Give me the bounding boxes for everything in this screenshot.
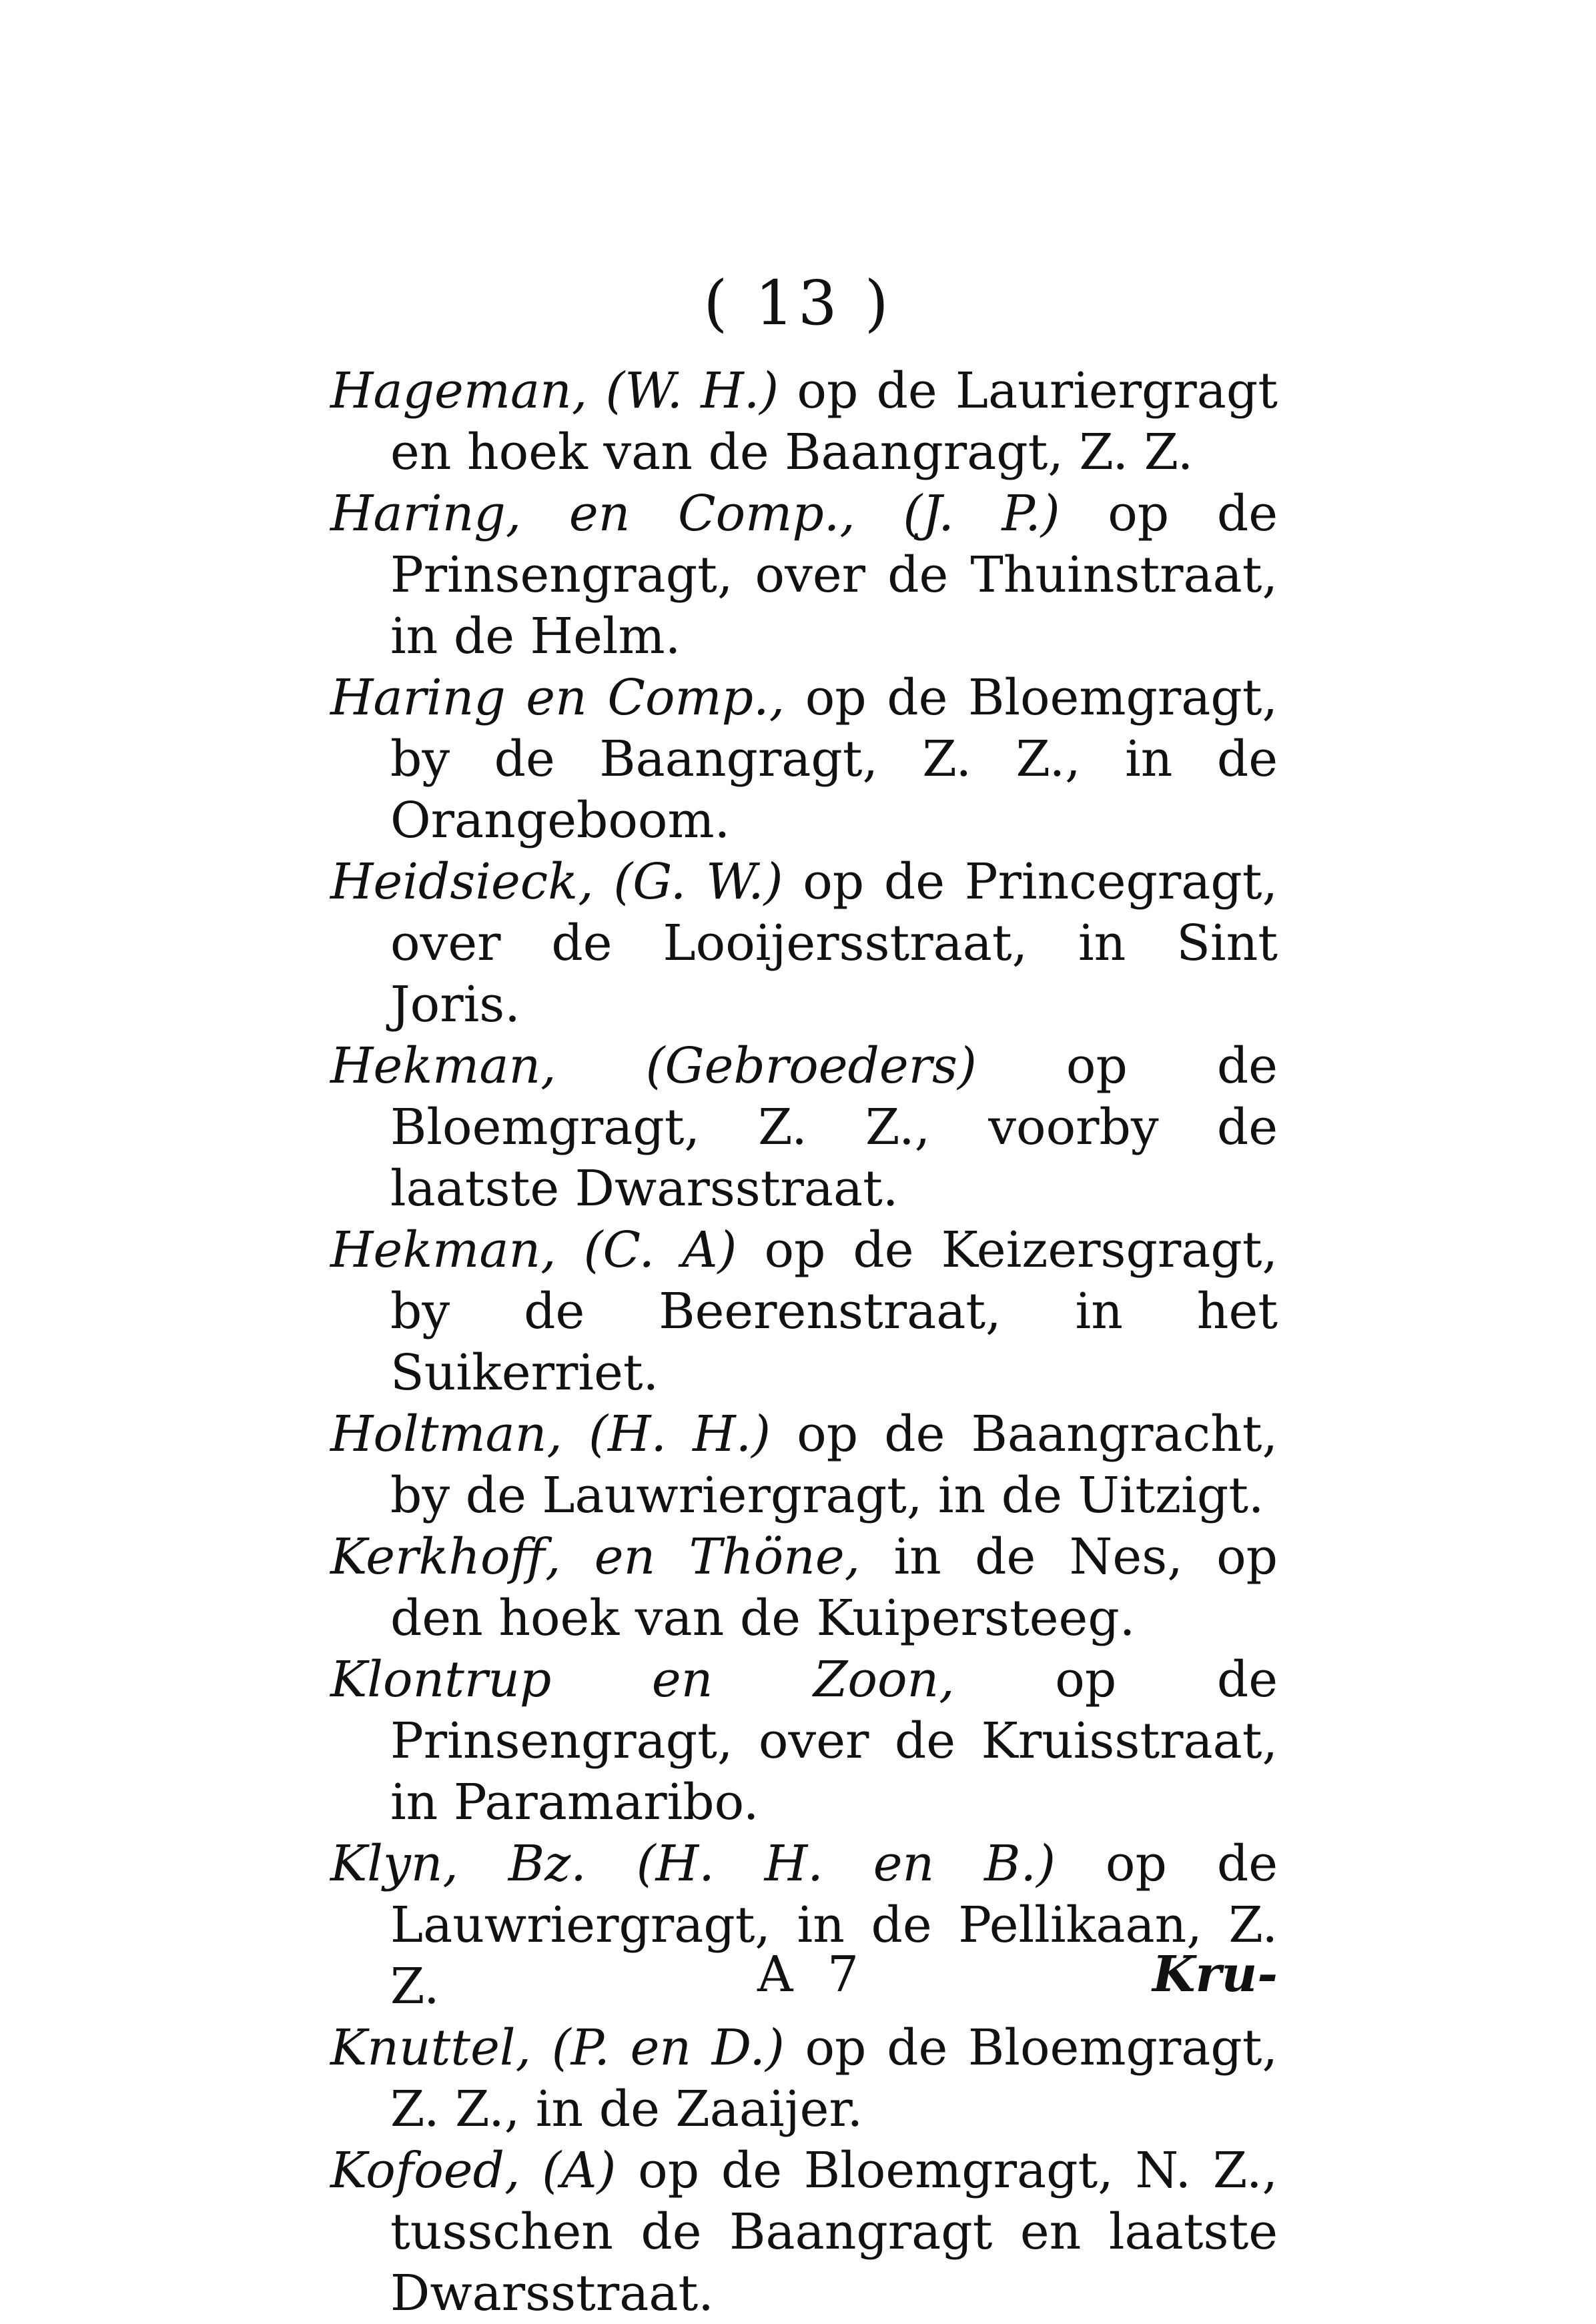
entry-address: op de Baangracht, by de Lauwriergragt, in de Uitzigt. (390, 1405, 1278, 1524)
directory-entry (330, 2140, 1278, 2324)
directory-entries (330, 360, 1278, 2324)
entry-name: Klontrup en Zoon, (330, 1651, 955, 1708)
entry-address: op de Lauwriergragt, in de Pellikaan, Z. Z. (390, 1835, 1278, 2015)
directory-entry (330, 1403, 1278, 1526)
page-number: ( 13 ) (703, 267, 893, 339)
entry-address: op de Prinsengragt, over de Kruisstraat, in Paramaribo. (390, 1651, 1278, 1831)
entry-name: Haring, en Comp., (J. P.) (330, 485, 1060, 542)
directory-entry (330, 851, 1278, 1035)
directory-entry (330, 1649, 1278, 1833)
entry-address: op de Bloemgragt, by de Baangragt, Z. Z., in de Orangeboom. (390, 669, 1278, 849)
signature-mark: A 7 (757, 1946, 869, 2003)
page-footer (330, 1938, 1278, 2011)
directory-entry (330, 1219, 1278, 1403)
entry-address: op de Prinsengragt, over de Thuinstraat, in de Helm. (390, 485, 1278, 665)
entry-address: op de Bloemgragt, Z. Z., in de Zaaijer. (390, 2019, 1278, 2138)
entry-name: Holtman, (H. H.) (330, 1405, 771, 1463)
entry-name: Knuttel, (P. en D.) (330, 2019, 785, 2077)
entry-name: Klyn, Bz. (H. H. en B.) (330, 1835, 1056, 1892)
directory-entry (330, 667, 1278, 851)
directory-entry (330, 1035, 1278, 1219)
entry-name: Heidsieck, (G. W.) (330, 853, 783, 911)
entry-address: op de Princegragt, over de Looijersstraat, in Sint Joris. (390, 853, 1278, 1033)
directory-entry (330, 1526, 1278, 1649)
entry-name: Hekman, (C. A) (330, 1221, 737, 1279)
directory-entry (330, 483, 1278, 667)
entry-address: in de Nes, op den hoek van de Kuipersteeg. (390, 1528, 1278, 1647)
entry-name: Haring en Comp., (330, 669, 785, 726)
entry-name: Hageman, (W. H.) (330, 362, 779, 420)
entry-name: Kerkhoff, en Thöne, (330, 1528, 861, 1586)
entry-address: op de Keizersgragt, by de Beerenstraat, in het Suikerriet. (390, 1221, 1278, 1401)
entry-address: op de Bloemgragt, N. Z., tusschen de Baangragt en laatste Dwarsstraat. (390, 2142, 1278, 2322)
entry-address: op de Bloemgragt, Z. Z., voorby de laatste Dwarsstraat. (390, 1037, 1278, 1217)
entry-address: op de Lauriergragt en hoek van de Baangragt, Z. Z. (390, 362, 1278, 481)
directory-entry (330, 2017, 1278, 2140)
entry-name: Kofoed, (A) (330, 2142, 617, 2199)
entry-name: Hekman, (Gebroeders) (330, 1037, 977, 1095)
directory-entry (330, 360, 1278, 483)
catchword: Kru- (1152, 1946, 1278, 2003)
